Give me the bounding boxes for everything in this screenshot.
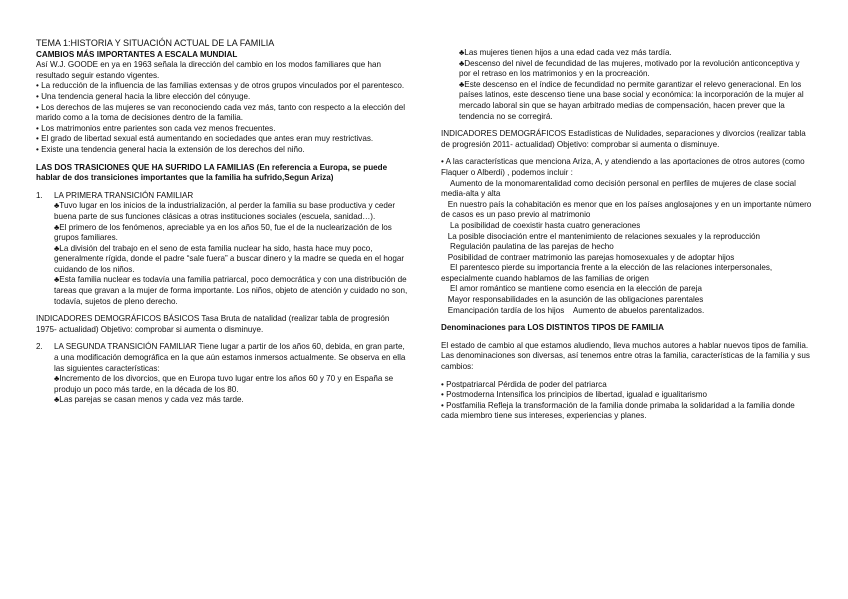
first-transition-title: LA PRIMERA TRANSICIÓN FAMILIAR [54, 190, 194, 200]
changes-item: • La reducción de la influencia de las familias extensas y de otros grupos vinculados por el parentesco. [36, 81, 405, 91]
changes-item: • Los matrimonios entre parientes son cada vez menos frecuentes. [36, 123, 276, 133]
basic-indicators: INDICADORES DEMOGRÁFICOS BÁSICOS Tasa Bruta de natalidad (realizar tabla de progresión 1975- actualidad) Objetivo: comprobar si aumenta o disminuye. [36, 314, 390, 334]
feature-item: Mayor responsabilidades en la asunción de las obligaciones parentales [441, 295, 704, 305]
changes-heading: CAMBIOS MÁS IMPORTANTES A ESCALA MUNDIAL [36, 49, 238, 59]
features-intro: • A las características que menciona Ariza, A, y atendiendo a las aportaciones de otros autores (como Flaquer o Alberdi) , podemos incluir : [441, 157, 805, 177]
feature-item: Aumento de la monomarentalidad como decisión personal en perfiles de mujeres de clase social media-alta y alta [441, 178, 799, 199]
first-transition-item: ♣Esta familia nuclear es todavía una familia patriarcal, poco democrática y con una distribución de tareas que gravan a la mujer de forma importante. Los niños, objeto de atención y cuidado no son, todavía, sujetos de pleno derecho. [54, 275, 408, 306]
family-type-item: • Postpatriarcal Pérdida de poder del patriarca [441, 379, 607, 389]
right-column [441, 48, 813, 422]
list-number: 2. [36, 342, 43, 352]
feature-item: La posibilidad de coexistir hasta cuatro generaciones [441, 220, 641, 230]
left-column [36, 38, 408, 406]
feature-item: Emancipación tardía de los hijos Aumento de abuelos parentalizados. [441, 305, 705, 315]
second-transition-item: ♣Las parejas se casan menos y cada vez más tarde. [54, 395, 244, 405]
transitions-heading: LAS DOS TRASICIONES QUE HA SUFRIDO LA FAMILIAS (En referencia a Europa, se puede hablar de dos transiciones importantes que la familia ha sufrido,Segun Ariza) [36, 162, 388, 183]
second-transition-text: LA SEGUNDA TRANSICIÓN FAMILIAR Tiene lugar a partir de los años 60, debida, en gran parte, a una modificación demográfica en la que aún estamos inmersos actualmente. Se observa en ella las siguientes características: [54, 342, 406, 373]
changes-item: • Una tendencia general hacia la libre elección del cónyuge. [36, 91, 251, 101]
denominations-text: El estado de cambio al que estamos aludiendo, lleva muchos autores a hablar nuevos tipos de familia. Las denominaciones son diversas, así tenemos entre otras la familia, características de la familia y sus cambios: [441, 340, 810, 372]
changes-item: • Los derechos de las mujeres se van reconociendo cada vez más, tanto con respecto a la elección del marido como a la toma de decisiones dentro de la familia. [36, 102, 406, 123]
feature-item: El parentesco pierde su importancia frente a la elección de las relaciones interpersonales, especialmente cuando hablamos de las familias de origen [441, 263, 775, 283]
second-transition-item: ♣Las mujeres tienen hijos a una edad cada vez más tardía. [459, 48, 672, 57]
first-transition-item: ♣El primero de los fenómenos, apreciable ya en los años 50, fue el de la nuclearización de los grupos familiares. [54, 222, 392, 243]
family-type-item: • Postmoderna Intensifica los principios de libertad, igualad e igualitarismo [441, 390, 708, 400]
second-transition-item: ♣Descenso del nivel de fecundidad de las mujeres, motivado por la revolución anticonceptiva y por el retraso en los matrimonios y en la procreación. [459, 58, 800, 79]
list-number: 1. [36, 190, 43, 200]
feature-item: En nuestro país la cohabitación es menor que en los países anglosajones y en un importante número de casos es un paso previo al matrimonio [441, 199, 814, 220]
first-transition-heading [36, 191, 408, 202]
feature-item: Regulación paulatina de las parejas de hecho [441, 242, 614, 252]
denominations-heading: Denominaciones para LOS DISTINTOS TIPOS DE FAMILIA [441, 323, 664, 333]
family-type-item: • Postfamilia Refleja la transformación de la familia donde primaba la solidaridad a la familia donde cada miembro tiene sus intereses, experiencias y planes. [441, 400, 795, 421]
changes-intro: Así W.J. GOODE en ya en 1963 señala la dirección del cambio en los modos familiares que han resultado seguir estando vigentes. [36, 60, 382, 80]
demographic-indicators: INDICADORES DEMOGRÁFICOS Estadísticas de Nulidades, separaciones y divorcios (realizar tabla de progresión 2011- actualidad) Objetivo: comprobar si aumenta o disminuye. [441, 129, 806, 149]
second-transition-item: ♣Incremento de los divorcios, que en Europa tuvo lugar entre los años 60 y 70 y en España se produjo un poco más tarde, en la década de los 80. [54, 374, 394, 394]
second-transition-heading [36, 342, 408, 374]
first-transition-item: ♣La división del trabajo en el seno de esta familia nuclear ha sido, hasta hace muy poco, generalmente rígida, donde el padre “sale fuera” a buscar dinero y la madre se queda en el hogar cuidando de los niños. [54, 243, 405, 274]
feature-item: La posible disociación entre el mantenimiento de relaciones sexuales y la reproducción [441, 231, 760, 241]
feature-item: Posibilidad de contraer matrimonio las parejas homosexuales y de adoptar hijos [441, 252, 735, 262]
document-title: TEMA 1:HISTORIA Y SITUACIÓN ACTUAL DE LA FAMILIA [36, 38, 275, 48]
second-transition-item: ♣Este descenso en el índice de fecundidad no permite garantizar el relevo generacional. En los países latinos, este descenso tiene una base social y económica: la incorporación de la mujer al mercado laboral sin que se hayan arbitrado medias de compensación, hacen prever que la tendencia no se corregirá. [459, 79, 804, 121]
changes-item: • Existe una tendencia general hacia la extensión de los derechos del niño. [36, 144, 305, 154]
feature-item: El amor romántico se mantiene como esencia en la elección de pareja [441, 284, 702, 294]
changes-item: • El grado de libertad sexual está aumentando en sociedades que antes eran muy restrictivas. [36, 134, 374, 144]
first-transition-item: ♣Tuvo lugar en los inicios de la industrialización, al perder la familia su base productiva y ceder buena parte de sus funciones clásicas a otras instituciones sociales (escuela, sanidad…). [54, 201, 396, 221]
